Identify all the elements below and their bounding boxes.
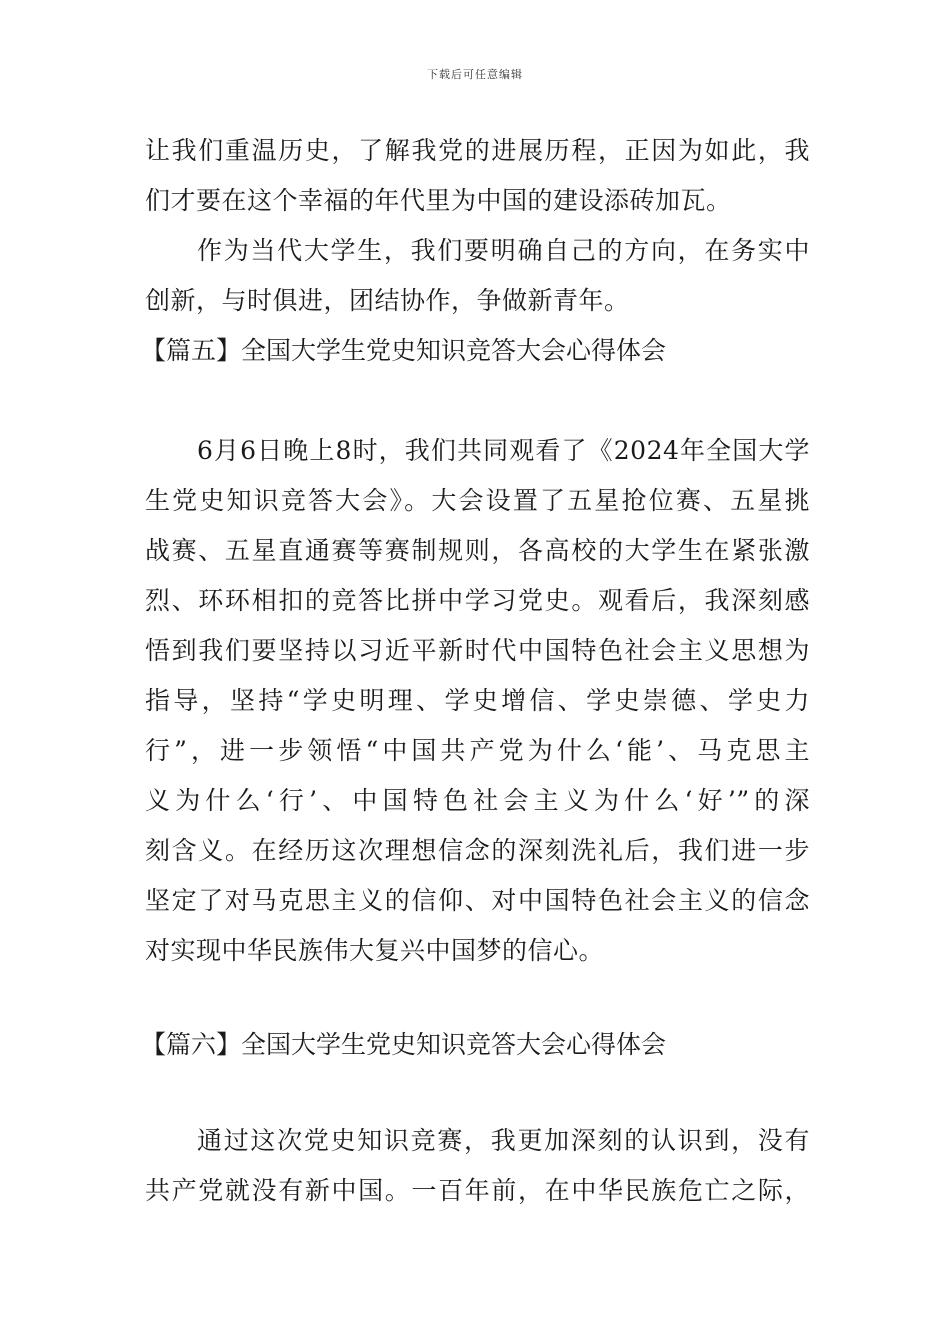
paragraph-line: 共产党就没有新中国。一百年前，在中华民族危亡之际， xyxy=(145,1176,810,1205)
paragraph-line: 烈、环环相扣的竞答比拼中学习党史。观看后，我深刻感 xyxy=(145,586,810,615)
document-body xyxy=(141,126,810,1216)
paragraph-history xyxy=(145,126,810,226)
paragraph-line: 通过这次党史知识竞赛，我更加深刻的认识到，没有 xyxy=(197,1126,810,1155)
paragraph-line: 义为什么‘行’、中国特色社会主义为什么‘好’”的深 xyxy=(145,786,810,815)
header-note: 下载后可任意编辑 xyxy=(427,68,523,81)
paragraph-line: 6月6日晚上8时，我们共同观看了《2024年全国大学 xyxy=(197,436,810,465)
paragraph-line: 指导，坚持“学史明理、学史增信、学史崇德、学史力 xyxy=(145,686,810,715)
section-6-heading: 【篇六】全国大学生党史知识竞答大会心得体会 xyxy=(141,1030,667,1059)
section-6-paragraph xyxy=(145,1116,810,1216)
paragraph-line: 战赛、五星直通赛等赛制规则，各高校的大学生在紧张激 xyxy=(145,536,810,565)
spacer xyxy=(145,976,810,1020)
spacer xyxy=(145,376,810,426)
paragraph-line: 对实现中华民族伟大复兴中国梦的信心。 xyxy=(145,936,605,965)
section-5-heading: 【篇五】全国大学生党史知识竞答大会心得体会 xyxy=(141,336,667,365)
paragraph-student xyxy=(145,226,810,326)
paragraph-line: 行”，进一步领悟“中国共产党为什么‘能’、马克思主 xyxy=(145,736,810,765)
paragraph-line: 们才要在这个幸福的年代里为中国的建设添砖加瓦。 xyxy=(145,186,732,215)
paragraph-line: 作为当代大学生，我们要明确自己的方向，在务实中 xyxy=(197,236,810,265)
paragraph-line: 坚定了对马克思主义的信仰、对中国特色社会主义的信念 xyxy=(145,886,810,915)
paragraph-line: 生党史知识竞答大会》。大会设置了五星抢位赛、五星挑 xyxy=(145,486,810,515)
spacer xyxy=(145,1070,810,1116)
paragraph-line: 悟到我们要坚持以习近平新时代中国特色社会主义思想为 xyxy=(145,636,810,665)
paragraph-line: 刻含义。在经历这次理想信念的深刻洗礼后，我们进一步 xyxy=(145,836,810,865)
section-5-paragraph xyxy=(145,426,810,976)
paragraph-line: 让我们重温历史，了解我党的进展历程，正因为如此，我 xyxy=(145,136,810,165)
paragraph-line: 创新，与时俱进，团结协作，争做新青年。 xyxy=(145,286,630,315)
